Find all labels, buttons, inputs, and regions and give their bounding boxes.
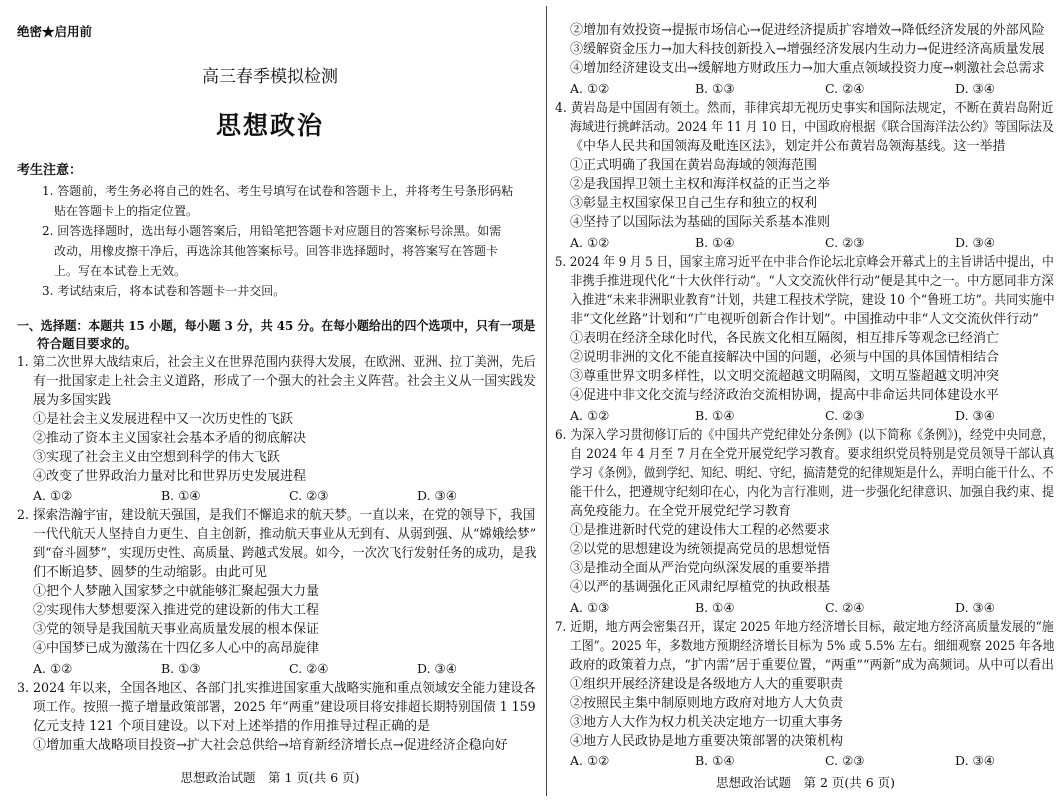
question-7-item: ②按照民主集中制原则地方政府对地方人大负责	[570, 696, 844, 711]
option-a: A. ①②	[33, 488, 73, 503]
question-6-item: ①是推进新时代党的建设伟大工程的必然要求	[570, 523, 831, 538]
question-3-item: ④增加经济建设支出→缓解地方财政压力→加大重点领域投资力度→刺激社会总需求	[570, 61, 1045, 76]
question-6-stem: 学习《条例》，做到学纪、知纪、明纪、守纪，搞清楚党的纪律规矩是什么，弄明白能干什么、不	[570, 466, 1054, 481]
option-a: A. ①③	[570, 600, 610, 615]
page-footer-1: 思想政治试题 第 1 页(共 6 页)	[180, 770, 360, 785]
question-1-item: ③实现了社会主义由空想到科学的伟大飞跃	[33, 450, 281, 465]
question-5-stem: 非“文化丝路”计划和“广电视听创新合作计划”。中国推动中非“人文交流伙伴行动”	[570, 312, 1039, 327]
question-2-item: ④中国梦已成为激荡在十四亿多人心中的高昂旋律	[33, 641, 320, 656]
question-4-stem: 海域进行挑衅活动。2024 年 11 月 10 日，中国政府根据《联合国海洋法公约》等国际法及	[570, 120, 1054, 135]
question-6-stem: 高免疫能力。在全党开展党纪学习教育	[570, 504, 792, 519]
notice-line: 2. 回答选择题时，选出每小题答案后，用铅笔把答题卡对应题目的答案标号涂黑。如需	[42, 224, 502, 238]
option-b: B. ①④	[695, 753, 735, 768]
option-c: C. ②③	[825, 235, 865, 250]
question-7-stem: 7. 近期，地方两会密集召开，谋定 2025 年地方经济增长目标，敲定地方经济高质量发展的“施	[555, 620, 1054, 635]
question-3-item: ③缓解资金压力→加大科技创新投入→增强经济发展内生动力→促进经济高质量发展	[570, 42, 1045, 57]
option-d: D. ③④	[955, 408, 995, 423]
notice-title: 考生注意：	[17, 163, 83, 178]
option-a: A. ①②	[570, 753, 610, 768]
option-b: B. ①③	[161, 661, 201, 676]
option-a: A. ①②	[570, 81, 610, 96]
question-1-stem: 展为多国实践	[33, 393, 112, 408]
question-7-stem: 政府的政策着力点，“扩内需”居于重要位置，“两重”“两新”成为高频词。从中可以看出	[570, 658, 1055, 673]
subject-title: 思想政治	[215, 111, 324, 140]
column-divider	[546, 6, 547, 796]
question-6-item: ③是推动全面从严治党向纵深发展的重要举措	[570, 561, 831, 576]
question-5-stem: 入推进“未来非洲职业教育”计划，共建工程技术学院，建设 10 个“鲁班工坊”。共同实施中	[570, 293, 1055, 308]
question-6-item: ②以党的思想建设为统领提高党员的思想觉悟	[570, 542, 831, 557]
question-4-stem: 《中华人民共和国领海及毗连区法》，划定并公布黄岩岛领海基线。这一举措	[570, 139, 1006, 154]
option-a: A. ①②	[33, 661, 73, 676]
option-c: C. ②③	[825, 753, 865, 768]
question-7-item: ①组织开展经济建设是各级地方人大的重要职责	[570, 677, 844, 692]
option-b: B. ①③	[695, 81, 735, 96]
option-c: C. ②④	[289, 661, 329, 676]
option-d: D. ③④	[955, 235, 995, 250]
option-a: A. ①②	[570, 235, 610, 250]
notice-line: 改动，用橡皮擦干净后，再选涂其他答案标号。回答非选择题时，将答案写在答题卡	[54, 244, 499, 258]
option-b: B. ①④	[161, 488, 201, 503]
question-5-item: ③尊重世界文明多样性，以文明交流超越文明隔阂，文明互鉴超越文明冲突	[570, 369, 1000, 384]
question-6-stem: 能干什么，把遵规守纪刻印在心，内化为言行准则，进一步强化纪律意识、加强自我约束、提	[570, 485, 1054, 500]
question-5-item: ②说明非洲的文化不能直接解决中国的问题，必须与中国的具体国情相结合	[570, 350, 1000, 365]
question-3-stem: 项工作。按照一揽子增量政策部署，2025 年“两重”建设项目将安排超长期特别国债 1 159	[33, 700, 536, 715]
question-5-stem: 非携手推进现代化“十大伙伴行动”。“人文交流伙伴行动”便是其中之一。中方愿同非方深	[570, 274, 1054, 289]
question-2-item: ②实现伟大梦想要深入推进党的建设新的伟大工程	[33, 603, 320, 618]
option-b: B. ①④	[695, 600, 735, 615]
question-4-stem: 4. 黄岩岛是中国固有领土。然而，菲律宾却无视历史事实和国际法规定，不断在黄岩岛附近	[555, 101, 1054, 116]
question-2-stem: 2. 探索浩瀚宇宙，建设航天强国，是我们不懈追求的航天梦。一直以来，在党的领导下，我国	[17, 508, 536, 523]
notice-line: 贴在答题卡上的指定位置。	[54, 204, 199, 218]
question-3-item: ②增加有效投资→提振市场信心→促进经济提质扩容增效→降低经济发展的外部风险	[570, 23, 1045, 38]
notice-line: 1. 答题前，考生务必将自己的姓名、考生号填写在试卷和答题卡上，并将考生号条形码粘	[42, 184, 514, 198]
question-2-stem: 到“奋斗圆梦”，实现历史性、高质量、跨越式发展。如今，一次次飞行发射任务的成功，是我	[33, 546, 537, 561]
question-7-item: ④地方人民政协是地方重要决策部署的决策机构	[570, 734, 844, 749]
question-2-item: ③党的领导是我国航天事业高质量发展的根本保证	[33, 622, 320, 637]
question-5-item: ④促进中非文化交流与经济政治交流相协调，提高中非命运共同体建设水平	[570, 388, 1000, 403]
option-b: B. ①④	[695, 235, 735, 250]
question-4-item: ③彰显主权国家保卫自己生存和独立的权利	[570, 196, 818, 211]
option-d: D. ③④	[417, 488, 457, 503]
notice-line: 3. 考试结束后，将本试卷和答题卡一并交回。	[42, 284, 286, 298]
question-1-stem: 有一批国家走上社会主义道路，形成了一个强大的社会主义阵营。社会主义从一国实践发	[33, 374, 536, 389]
question-1-item: ②推动了资本主义国家社会基本矛盾的彻底解决	[33, 431, 307, 446]
page-footer-2: 思想政治试题 第 2 页(共 6 页)	[715, 775, 896, 790]
section-heading: 一、选择题：本题共 15 小题，每小题 3 分，共 45 分。在每小题给出的四个选项中，只有一项是	[17, 318, 536, 333]
option-c: C. ②④	[825, 600, 865, 615]
question-4-item: ②是我国捍卫领土主权和海洋权益的正当之举	[570, 177, 831, 192]
option-a: A. ①②	[570, 408, 610, 423]
question-5-stem: 5. 2024 年 9 月 5 日，国家主席习近平在中非合作论坛北京峰会开幕式上的主旨讲话中提出，中	[555, 255, 1054, 270]
option-c: C. ②③	[825, 408, 865, 423]
question-1-item: ①是社会主义发展进程中又一次历史性的飞跃	[33, 412, 294, 427]
confidential-label: 绝密★启用前	[17, 24, 93, 39]
question-1-item: ④改变了世界政治力量对比和世界历史发展进程	[33, 469, 307, 484]
question-5-item: ①表明在经济全球化时代，各民族文化相互隔阂，相互排斥等观念已经消亡	[570, 331, 1000, 346]
exam-title: 高三春季模拟检测	[202, 67, 338, 87]
option-d: D. ③④	[417, 661, 457, 676]
option-d: D. ③④	[955, 600, 995, 615]
question-3-stem: 亿元支持 121 个项目建设。以下对上述举措的作用推导过程正确的是	[33, 719, 431, 734]
question-4-item: ①正式明确了我国在黄岩岛海域的领海范围	[570, 158, 818, 173]
question-6-stem: 6. 为深入学习贯彻修订后的《中国共产党纪律处分条例》(以下简称《条例》)，经党中央同意，	[555, 428, 1055, 443]
option-c: C. ②③	[289, 488, 329, 503]
question-3-item: ①增加重大战略项目投资→扩大社会总供给→培育新经济增长点→促进经济企稳向好	[33, 738, 508, 753]
question-2-stem: 一代代航天人坚持自力更生、自主创新，推动航天事业从无到有、从弱到强、从“嫦娥绘梦”	[33, 527, 537, 542]
question-3-stem: 3. 2024 年以来，全国各地区、各部门扎实推进国家重大战略实施和重点领域安全能力建设各	[17, 681, 536, 696]
option-d: D. ③④	[955, 81, 995, 96]
question-6-item: ④以严的基调强化正风肃纪厚植党的执政根基	[570, 580, 831, 595]
notice-line: 上。写在本试卷上无效。	[54, 264, 187, 278]
question-4-item: ④坚持了以国际法为基础的国际关系基本准则	[570, 215, 831, 230]
option-d: D. ③④	[955, 753, 995, 768]
option-c: C. ②④	[825, 81, 865, 96]
option-b: B. ①④	[695, 408, 735, 423]
question-1-stem: 1. 第二次世界大战结束后，社会主义在世界范围内获得大发展，在欧洲、亚洲、拉丁美洲，先后	[17, 355, 536, 370]
question-6-stem: 自 2024 年 4 月至 7 月在全党开展党纪学习教育。要求组织党员特别是党员领导干部认真	[570, 447, 1055, 462]
question-7-item: ③地方人大作为权力机关决定地方一切重大事务	[570, 715, 844, 730]
question-2-stem: 们不断追梦、圆梦的生动缩影。由此可见	[33, 565, 268, 580]
question-2-item: ①把个人梦融入国家梦之中就能够汇聚起强大力量	[33, 584, 320, 599]
section-heading-cont: 符合题目要求的。	[37, 336, 138, 351]
question-7-stem: 工图”。2025 年，多数地方预期经济增长目标为 5% 或 5.5% 左右。细细观察 2025 年各地	[570, 639, 1055, 654]
